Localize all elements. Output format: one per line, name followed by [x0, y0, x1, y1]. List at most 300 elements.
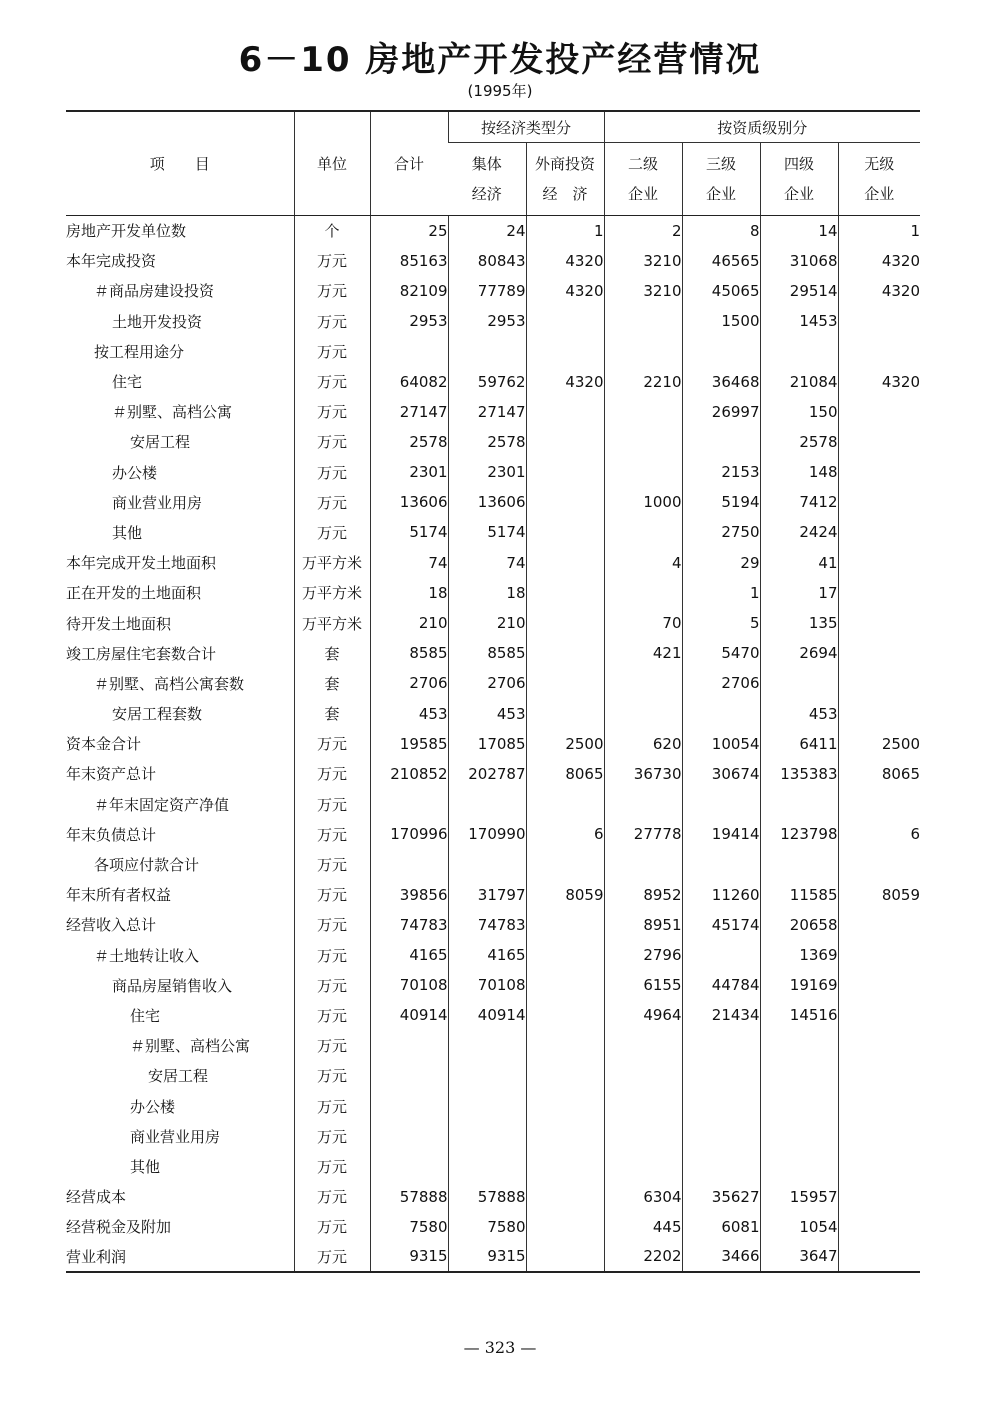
header-total: 合计	[370, 111, 448, 216]
cell-no-grade	[838, 940, 920, 970]
header-grade-3: 三级 企业	[682, 143, 760, 216]
cell-total: 210852	[370, 759, 448, 789]
cell-grade-3: 6081	[682, 1212, 760, 1242]
cell-collective	[448, 336, 526, 366]
cell-collective: 70108	[448, 970, 526, 1000]
cell-no-grade	[838, 970, 920, 1000]
cell-foreign: 4320	[526, 246, 604, 276]
cell-collective: 31797	[448, 880, 526, 910]
cell-grade-3: 29	[682, 548, 760, 578]
cell-foreign: 4320	[526, 366, 604, 396]
cell-grade-4	[760, 1031, 838, 1061]
cell-collective: 5174	[448, 517, 526, 547]
cell-grade-4: 41	[760, 548, 838, 578]
cell-grade-2	[604, 1061, 682, 1091]
row-unit: 万元	[294, 1212, 370, 1242]
cell-grade-4: 1054	[760, 1212, 838, 1242]
cell-no-grade: 8059	[838, 880, 920, 910]
cell-foreign	[526, 910, 604, 940]
table-row	[66, 970, 920, 1000]
cell-no-grade	[838, 336, 920, 366]
cell-grade-3: 19414	[682, 819, 760, 849]
table-row	[66, 940, 920, 970]
cell-grade-4	[760, 789, 838, 819]
row-label: 本年完成开发土地面积	[66, 554, 217, 573]
cell-grade-3	[682, 1151, 760, 1181]
row-unit: 万元	[294, 819, 370, 849]
row-unit: 万元	[294, 1091, 370, 1121]
cell-collective	[448, 789, 526, 819]
cell-total: 27147	[370, 397, 448, 427]
page-title: 6－10 房地产开发投产经营情况	[238, 40, 762, 80]
cell-foreign	[526, 487, 604, 517]
cell-foreign	[526, 1091, 604, 1121]
row-label: 安居工程套数	[112, 705, 203, 724]
cell-total: 82109	[370, 276, 448, 306]
table-row	[66, 548, 920, 578]
cell-collective: 210	[448, 608, 526, 638]
cell-foreign: 8065	[526, 759, 604, 789]
cell-total	[370, 1151, 448, 1181]
row-label: 营业利润	[66, 1242, 294, 1272]
row-unit: 万元	[294, 276, 370, 306]
row-label: 资本金合计	[66, 735, 142, 754]
cell-no-grade	[838, 397, 920, 427]
cell-grade-3	[682, 1031, 760, 1061]
row-label: 年末资产总计	[66, 765, 157, 784]
row-unit: 万元	[294, 880, 370, 910]
cell-collective: 202787	[448, 759, 526, 789]
cell-foreign	[526, 1182, 604, 1212]
cell-grade-2	[604, 789, 682, 819]
table-row	[66, 759, 920, 789]
cell-foreign	[526, 1242, 604, 1272]
table-row	[66, 910, 920, 940]
table-row	[66, 457, 920, 487]
table-row	[66, 1182, 920, 1212]
row-label: 办公楼	[112, 463, 158, 482]
cell-grade-3: 5470	[682, 638, 760, 668]
table-row	[66, 1091, 920, 1121]
row-label: 正在开发的土地面积	[66, 584, 202, 603]
row-label: 经营收入总计	[66, 916, 157, 935]
table-row	[66, 1121, 920, 1151]
cell-total: 39856	[370, 880, 448, 910]
cell-foreign	[526, 1061, 604, 1091]
cell-foreign	[526, 668, 604, 698]
cell-grade-4: 453	[760, 699, 838, 729]
cell-collective: 27147	[448, 397, 526, 427]
cell-grade-2: 3210	[604, 276, 682, 306]
cell-grade-3: 36468	[682, 366, 760, 396]
cell-no-grade: 8065	[838, 759, 920, 789]
cell-grade-2	[604, 849, 682, 879]
cell-total: 13606	[370, 487, 448, 517]
row-label: 本年完成投资	[66, 252, 157, 271]
header-grade-4: 四级 企业	[760, 143, 838, 216]
header-no-grade: 无级 企业	[838, 143, 920, 216]
cell-collective: 57888	[448, 1182, 526, 1212]
cell-grade-3: 1	[682, 578, 760, 608]
header-item: 项 目	[66, 111, 294, 216]
row-label: 其他	[112, 523, 143, 542]
cell-grade-2: 4	[604, 548, 682, 578]
cell-grade-4: 2694	[760, 638, 838, 668]
cell-grade-2: 6155	[604, 970, 682, 1000]
cell-grade-2: 2796	[604, 940, 682, 970]
cell-grade-4	[760, 668, 838, 698]
row-label: ＃别墅、高档公寓	[112, 403, 233, 422]
cell-foreign	[526, 638, 604, 668]
cell-collective: 74	[448, 548, 526, 578]
cell-foreign: 6	[526, 819, 604, 849]
row-unit: 万平方米	[294, 608, 370, 638]
cell-foreign: 2500	[526, 729, 604, 759]
cell-total: 210	[370, 608, 448, 638]
cell-grade-2: 2	[604, 216, 682, 246]
cell-no-grade	[838, 1061, 920, 1091]
cell-grade-2	[604, 1091, 682, 1121]
row-label: 其他	[130, 1157, 161, 1176]
row-label: 安居工程	[148, 1067, 209, 1086]
row-label: ＃别墅、高档公寓	[130, 1037, 251, 1056]
cell-grade-3: 46565	[682, 246, 760, 276]
cell-grade-3	[682, 699, 760, 729]
cell-grade-4: 135383	[760, 759, 838, 789]
cell-no-grade	[838, 608, 920, 638]
row-unit: 万平方米	[294, 578, 370, 608]
cell-collective: 40914	[448, 1000, 526, 1030]
row-label: 按工程用途分	[94, 342, 185, 361]
table-header	[66, 111, 920, 216]
cell-no-grade	[838, 1031, 920, 1061]
row-unit: 万元	[294, 1242, 370, 1272]
table-row	[66, 699, 920, 729]
row-unit: 万元	[294, 336, 370, 366]
cell-grade-4: 135	[760, 608, 838, 638]
cell-grade-2	[604, 668, 682, 698]
cell-grade-2: 70	[604, 608, 682, 638]
row-unit: 万元	[294, 457, 370, 487]
statistics-table	[66, 110, 920, 1273]
cell-grade-4: 3647	[760, 1242, 838, 1272]
table-row	[66, 1212, 920, 1242]
cell-foreign	[526, 336, 604, 366]
cell-no-grade	[838, 1242, 920, 1272]
cell-grade-4	[760, 849, 838, 879]
cell-grade-2: 3210	[604, 246, 682, 276]
table-row	[66, 1242, 920, 1272]
cell-foreign	[526, 517, 604, 547]
cell-grade-3: 21434	[682, 1000, 760, 1030]
cell-no-grade: 4320	[838, 366, 920, 396]
cell-collective	[448, 1061, 526, 1091]
row-label: ＃年末固定资产净值	[94, 795, 230, 814]
header-group-qualification-grade: 按资质级别分	[604, 111, 920, 143]
cell-no-grade	[838, 548, 920, 578]
cell-collective: 18	[448, 578, 526, 608]
table-row	[66, 427, 920, 457]
cell-grade-4: 2578	[760, 427, 838, 457]
cell-grade-2	[604, 1121, 682, 1151]
cell-foreign	[526, 699, 604, 729]
cell-grade-3: 30674	[682, 759, 760, 789]
cell-collective: 2301	[448, 457, 526, 487]
table-row	[66, 819, 920, 849]
cell-foreign	[526, 1031, 604, 1061]
cell-collective: 59762	[448, 366, 526, 396]
cell-grade-3	[682, 849, 760, 879]
header-unit: 单位	[294, 111, 370, 216]
cell-grade-3	[682, 940, 760, 970]
cell-no-grade	[838, 849, 920, 879]
table-row	[66, 487, 920, 517]
table-row	[66, 336, 920, 366]
cell-foreign	[526, 1151, 604, 1181]
cell-foreign: 1	[526, 216, 604, 246]
row-label: 年末负债总计	[66, 825, 157, 844]
header-collective: 集体 经济	[448, 143, 526, 216]
cell-grade-2: 421	[604, 638, 682, 668]
cell-no-grade: 6	[838, 819, 920, 849]
cell-no-grade	[838, 1212, 920, 1242]
cell-grade-2	[604, 517, 682, 547]
table-body	[66, 216, 920, 1273]
cell-grade-3: 8	[682, 216, 760, 246]
cell-total: 74	[370, 548, 448, 578]
cell-grade-4	[760, 1151, 838, 1181]
cell-collective: 170990	[448, 819, 526, 849]
cell-collective	[448, 849, 526, 879]
cell-grade-2: 1000	[604, 487, 682, 517]
cell-grade-3: 5194	[682, 487, 760, 517]
row-label: ＃土地转让收入	[94, 946, 200, 965]
row-unit: 万元	[294, 1182, 370, 1212]
row-label: 办公楼	[130, 1097, 176, 1116]
cell-no-grade	[838, 1182, 920, 1212]
cell-total: 19585	[370, 729, 448, 759]
cell-grade-4: 14516	[760, 1000, 838, 1030]
cell-no-grade: 4320	[838, 246, 920, 276]
table-row	[66, 246, 920, 276]
cell-grade-3	[682, 1121, 760, 1151]
row-unit: 万元	[294, 487, 370, 517]
row-unit: 套	[294, 699, 370, 729]
table-row	[66, 578, 920, 608]
cell-grade-2	[604, 578, 682, 608]
table-row	[66, 608, 920, 638]
cell-total: 74783	[370, 910, 448, 940]
cell-foreign	[526, 548, 604, 578]
cell-no-grade	[838, 487, 920, 517]
cell-total	[370, 1091, 448, 1121]
cell-grade-3: 35627	[682, 1182, 760, 1212]
header-group-economic-type: 按经济类型分	[448, 111, 604, 143]
cell-grade-4: 148	[760, 457, 838, 487]
cell-grade-4: 1369	[760, 940, 838, 970]
cell-foreign	[526, 397, 604, 427]
cell-no-grade: 1	[838, 216, 920, 246]
cell-collective: 13606	[448, 487, 526, 517]
cell-no-grade	[838, 306, 920, 336]
cell-collective: 74783	[448, 910, 526, 940]
cell-no-grade: 2500	[838, 729, 920, 759]
cell-grade-2	[604, 336, 682, 366]
row-unit: 万元	[294, 1151, 370, 1181]
cell-grade-4	[760, 1091, 838, 1121]
table-row	[66, 1031, 920, 1061]
row-unit: 万元	[294, 397, 370, 427]
row-unit: 万元	[294, 970, 370, 1000]
row-label: 经营税金及附加	[66, 1218, 172, 1237]
cell-total: 7580	[370, 1212, 448, 1242]
cell-grade-4: 1453	[760, 306, 838, 336]
cell-no-grade: 4320	[838, 276, 920, 306]
table-row	[66, 517, 920, 547]
cell-grade-2	[604, 306, 682, 336]
cell-collective: 80843	[448, 246, 526, 276]
cell-total: 170996	[370, 819, 448, 849]
row-label: ＃商品房建设投资	[94, 282, 215, 301]
cell-grade-2	[604, 397, 682, 427]
cell-foreign	[526, 970, 604, 1000]
cell-collective	[448, 1091, 526, 1121]
cell-total: 64082	[370, 366, 448, 396]
cell-grade-4: 2424	[760, 517, 838, 547]
row-unit: 万平方米	[294, 548, 370, 578]
cell-foreign	[526, 578, 604, 608]
cell-collective: 453	[448, 699, 526, 729]
row-unit: 万元	[294, 910, 370, 940]
cell-collective: 2706	[448, 668, 526, 698]
cell-grade-3	[682, 1091, 760, 1121]
cell-grade-4: 20658	[760, 910, 838, 940]
table-row	[66, 729, 920, 759]
cell-total: 2953	[370, 306, 448, 336]
row-unit: 万元	[294, 1031, 370, 1061]
cell-grade-3: 1500	[682, 306, 760, 336]
cell-grade-4: 123798	[760, 819, 838, 849]
cell-grade-2: 6304	[604, 1182, 682, 1212]
cell-total	[370, 1031, 448, 1061]
cell-grade-3	[682, 427, 760, 457]
row-unit: 万元	[294, 366, 370, 396]
table-row	[66, 397, 920, 427]
table-row	[66, 880, 920, 910]
cell-grade-3: 11260	[682, 880, 760, 910]
cell-grade-2	[604, 699, 682, 729]
row-unit: 套	[294, 638, 370, 668]
cell-total	[370, 1121, 448, 1151]
row-label: 安居工程	[130, 433, 191, 452]
cell-grade-4: 17	[760, 578, 838, 608]
cell-total: 85163	[370, 246, 448, 276]
cell-grade-3	[682, 1061, 760, 1091]
cell-collective: 17085	[448, 729, 526, 759]
cell-collective: 77789	[448, 276, 526, 306]
cell-grade-2	[604, 427, 682, 457]
cell-grade-3: 10054	[682, 729, 760, 759]
row-unit: 万元	[294, 789, 370, 819]
cell-no-grade	[838, 457, 920, 487]
cell-collective	[448, 1121, 526, 1151]
cell-total: 5174	[370, 517, 448, 547]
cell-grade-4: 31068	[760, 246, 838, 276]
cell-grade-2: 4964	[604, 1000, 682, 1030]
cell-collective: 9315	[448, 1242, 526, 1272]
table-row	[66, 1000, 920, 1030]
cell-foreign	[526, 789, 604, 819]
cell-total: 70108	[370, 970, 448, 1000]
header-foreign-investment: 外商投资 经 济	[526, 143, 604, 216]
cell-grade-2: 8952	[604, 880, 682, 910]
cell-grade-3: 2153	[682, 457, 760, 487]
cell-grade-3: 2750	[682, 517, 760, 547]
cell-grade-4: 150	[760, 397, 838, 427]
cell-grade-3: 5	[682, 608, 760, 638]
cell-grade-4	[760, 1121, 838, 1151]
row-label: 经营成本	[66, 1188, 127, 1207]
cell-total: 40914	[370, 1000, 448, 1030]
cell-foreign	[526, 849, 604, 879]
cell-grade-4: 19169	[760, 970, 838, 1000]
cell-foreign: 4320	[526, 276, 604, 306]
cell-grade-4: 21084	[760, 366, 838, 396]
row-unit: 万元	[294, 306, 370, 336]
cell-collective: 4165	[448, 940, 526, 970]
cell-no-grade	[838, 638, 920, 668]
cell-grade-2: 8951	[604, 910, 682, 940]
page-number: — 323 —	[463, 1338, 537, 1357]
cell-grade-3	[682, 336, 760, 366]
cell-grade-4	[760, 336, 838, 366]
year-subtitle: (1995年)	[467, 82, 533, 100]
cell-grade-2	[604, 1031, 682, 1061]
cell-total: 2706	[370, 668, 448, 698]
cell-collective: 2578	[448, 427, 526, 457]
row-label: 住宅	[112, 373, 143, 392]
row-label: 竣工房屋住宅套数合计	[66, 644, 217, 663]
row-label: 商品房屋销售收入	[112, 976, 233, 995]
cell-grade-4: 15957	[760, 1182, 838, 1212]
row-unit: 个	[294, 216, 370, 246]
header-grade-2: 二级 企业	[604, 143, 682, 216]
table-row	[66, 366, 920, 396]
cell-foreign	[526, 306, 604, 336]
cell-grade-2: 27778	[604, 819, 682, 849]
cell-grade-2: 2202	[604, 1242, 682, 1272]
row-unit: 万元	[294, 849, 370, 879]
cell-grade-2: 2210	[604, 366, 682, 396]
row-label: ＃别墅、高档公寓套数	[94, 674, 245, 693]
row-label: 各项应付款合计	[94, 856, 200, 875]
table-row	[66, 1151, 920, 1181]
table-row	[66, 276, 920, 306]
cell-foreign	[526, 457, 604, 487]
cell-grade-4: 7412	[760, 487, 838, 517]
cell-no-grade	[838, 668, 920, 698]
row-label: 商业营业用房	[130, 1127, 221, 1146]
cell-total	[370, 1061, 448, 1091]
cell-grade-2: 620	[604, 729, 682, 759]
cell-no-grade	[838, 699, 920, 729]
cell-total: 4165	[370, 940, 448, 970]
cell-foreign	[526, 608, 604, 638]
cell-grade-3: 3466	[682, 1242, 760, 1272]
cell-foreign: 8059	[526, 880, 604, 910]
cell-total	[370, 789, 448, 819]
cell-grade-3: 44784	[682, 970, 760, 1000]
